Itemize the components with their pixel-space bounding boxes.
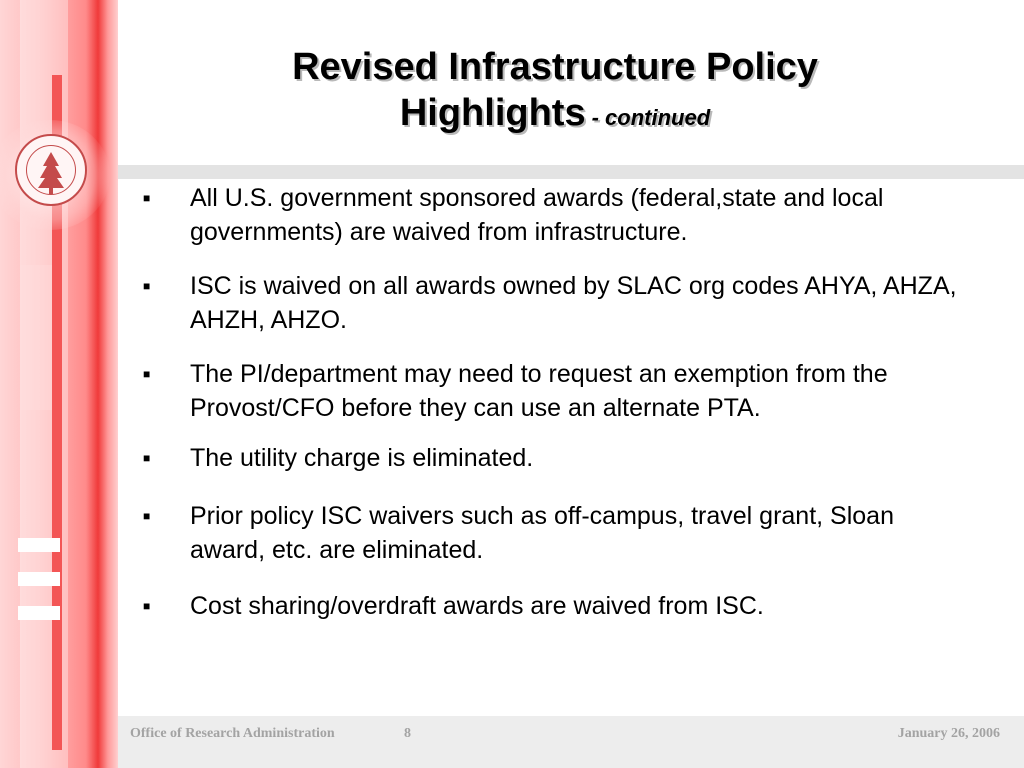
slide-title — [200, 44, 910, 141]
bullet-text: All U.S. government sponsored awards (federal,state and local governments) are waived from infrastructure. — [190, 184, 884, 246]
footer-page-number: 8 — [404, 726, 411, 741]
bullet-text: The utility charge is eliminated. — [190, 444, 534, 472]
title-divider — [118, 165, 1024, 179]
square-bullet-icon — [143, 181, 157, 215]
bullet-text: Cost sharing/overdraft awards are waived from ISC. — [190, 592, 764, 620]
bullet-item — [140, 441, 960, 475]
square-bullet-icon — [143, 357, 157, 391]
bullet-item — [140, 499, 960, 567]
band-block — [18, 538, 60, 552]
bullet-item — [140, 269, 960, 337]
bullet-text: The PI/department may need to request an exemption from the Provost/CFO before they can use an alternate PTA. — [190, 360, 888, 422]
square-bullet-icon — [143, 441, 157, 475]
bullet-list — [140, 181, 960, 623]
square-bullet-icon — [143, 589, 157, 623]
slide-footer — [118, 716, 1024, 768]
bullet-item — [140, 181, 960, 249]
title-suffix: - continued — [591, 105, 711, 130]
bullet-text: ISC is waived on all awards owned by SLAC org codes AHYA, AHZA, AHZH, AHZO. — [190, 272, 957, 334]
band-panel — [20, 265, 52, 410]
footer-organization: Office of Research Administration — [130, 726, 335, 741]
university-seal-icon — [15, 134, 87, 206]
band-block — [18, 572, 60, 586]
footer-date: January 26, 2006 — [897, 726, 1000, 741]
title-main: Revised Infrastructure Policy Highlights — [292, 46, 818, 134]
left-decorative-band — [0, 0, 118, 768]
square-bullet-icon — [143, 269, 157, 303]
bullet-item — [140, 589, 960, 623]
bullet-item — [140, 357, 960, 425]
bullet-text: Prior policy ISC waivers such as off-campus, travel grant, Sloan award, etc. are eliminated. — [190, 502, 894, 564]
square-bullet-icon — [143, 499, 157, 533]
band-block — [18, 606, 60, 620]
